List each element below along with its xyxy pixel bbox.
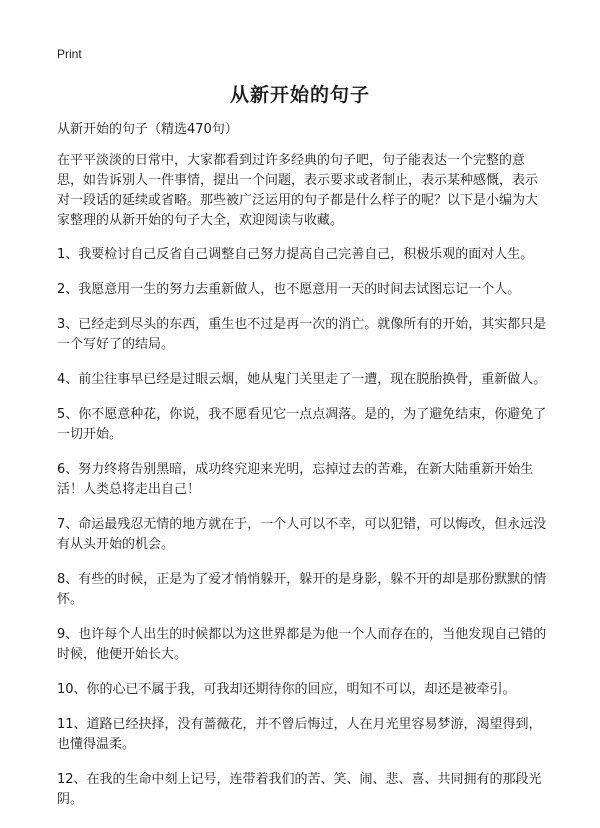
intro-paragraph: 在平平淡淡的日常中，大家都看到过许多经典的句子吧，句子能表达一个完整的意思，如告诉别人一件事情，提出一个问题，表示要求或者制止，表示某种感慨，表示对一段话的延续或省略。那些被广泛运用的句子都是什么样子的呢？以下是小编为大家整理的从新开始的句子大全，欢迎阅读与收藏。 (57, 153, 539, 228)
sentence-item: 7、命运最残忍无情的地方就在于，一个人可以不幸，可以犯错，可以悔改，但永远没有从头开始的机会。 (57, 517, 547, 552)
sentence-item: 10、你的心已不属于我，可我却还期待你的回应，明知不可以，却还是被牵引。 (57, 682, 516, 697)
sentence-item: 9、也许每个人出生的时候都以为这世界都是为他一个人而存在的，当他发现自己错的时候，他便开始长大。 (57, 627, 547, 662)
sentence-item: 2、我愿意用一生的努力去重新做人，也不愿意用一天的时间去试图忘记一个人。 (57, 282, 521, 297)
article-subtitle: 从新开始的句子（精选470句） (57, 122, 238, 137)
sentence-item: 6、努力终将告别黑暗，成功终究迎来光明，忘掉过去的苦难，在新大陆重新开始生活！人类总将走出自己！ (57, 462, 534, 497)
sentence-item: 3、已经走到尽头的东西，重生也不过是再一次的消亡。就像所有的开始，其实都只是一个写好了的结局。 (57, 317, 547, 352)
sentence-item: 11、道路已经抉择，没有蔷薇花，并不曾后悔过，人在月光里容易梦游，渴望得到，也懂得温柔。 (57, 717, 542, 752)
sentence-item: 12、在我的生命中刻上记号，连带着我们的苦、笑、闹、悲、喜、共同拥有的那段光阴。 (57, 772, 542, 807)
sentence-item: 5、你不愿意种花，你说，我不愿看见它一点点凋落。是的，为了避免结束，你避免了一切开始。 (57, 407, 547, 442)
print-link[interactable]: Print (57, 47, 82, 61)
sentence-item: 8、有些的时候，正是为了爱才悄悄躲开，躲开的是身影，躲不开的却是那份默默的情怀。 (57, 572, 547, 607)
article-body (57, 120, 549, 825)
page-title: 从新开始的句子 (229, 84, 370, 106)
sentence-item: 4、前尘往事早已经是过眼云烟，她从鬼门关里走了一遭，现在脱胎换骨，重新做人。 (57, 372, 547, 387)
sentence-item: 1、我要检讨自己反省自己调整自己努力提高自己完善自己，积极乐观的面对人生。 (57, 247, 534, 262)
